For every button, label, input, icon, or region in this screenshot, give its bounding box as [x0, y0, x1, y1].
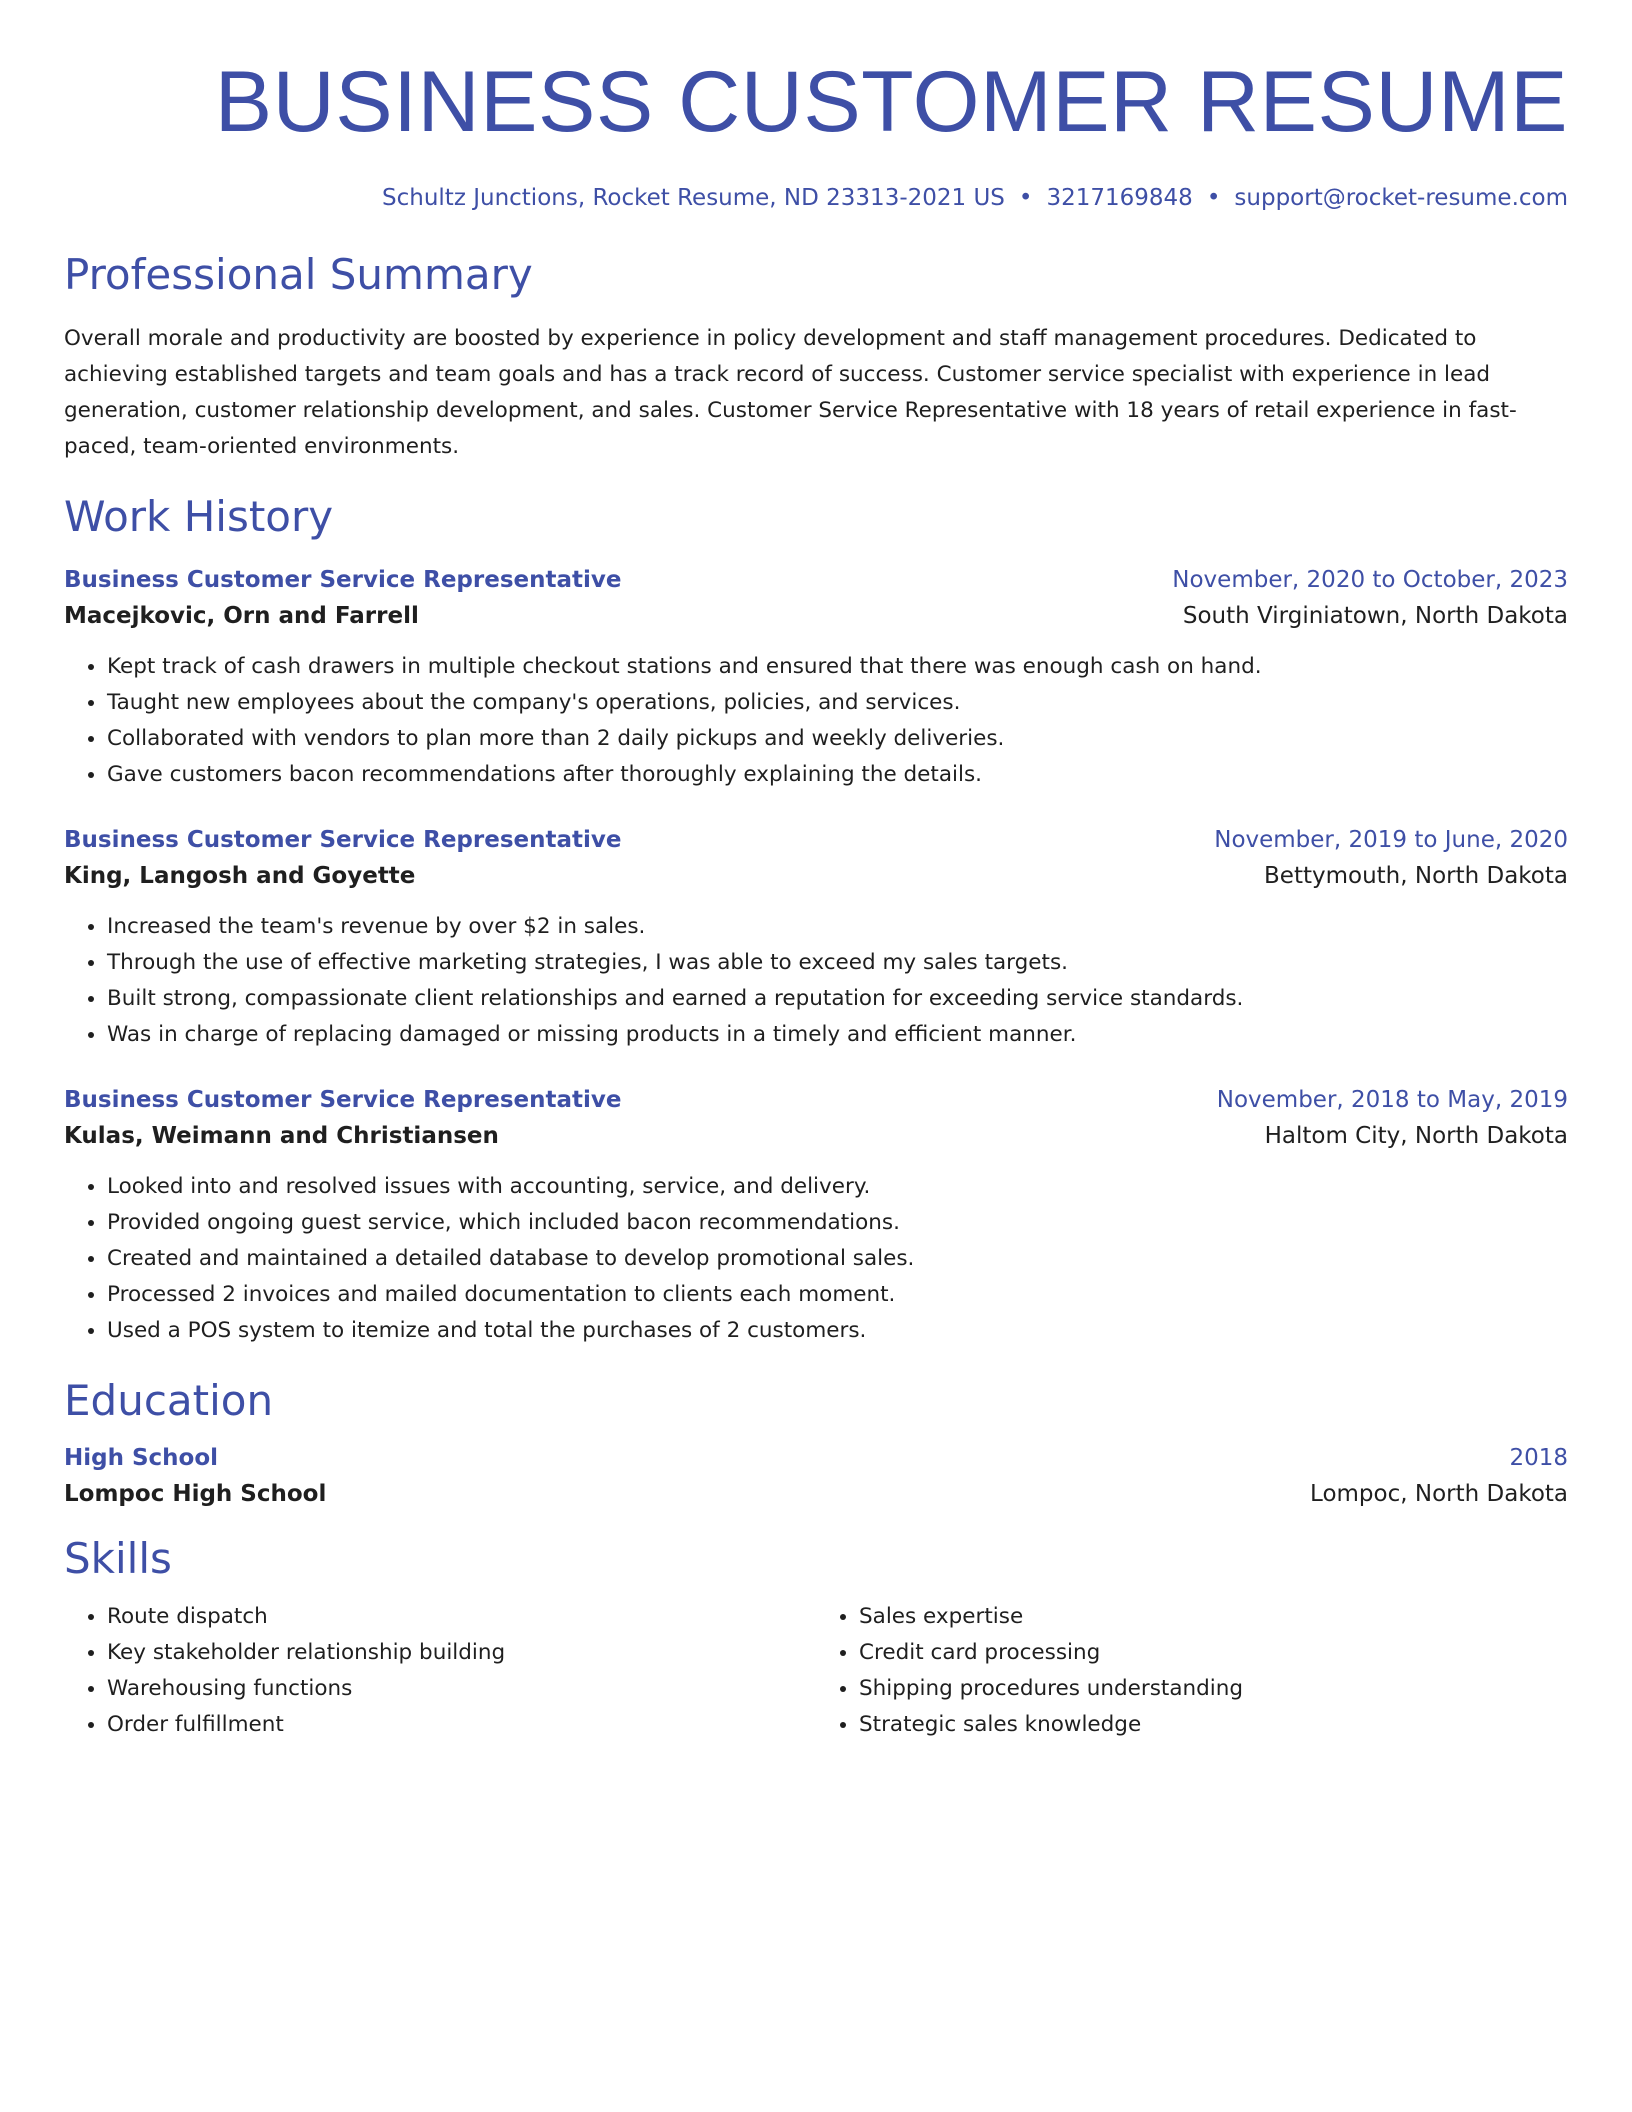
education-year: 2018	[1509, 1445, 1568, 1471]
contact-email: support@rocket-resume.com	[1234, 185, 1568, 211]
education-section	[64, 1375, 1568, 1513]
job-bullet: • Increased the team's revenue by over $2 in sales.	[107, 909, 1568, 945]
education-heading: Education	[64, 1376, 274, 1425]
job-bullets	[64, 909, 1568, 1053]
job-dates: November, 2018 to May, 2019	[1216, 1087, 1568, 1113]
resume-name: BUSINESS CUSTOMER RESUME	[214, 54, 1568, 150]
skills-section	[64, 1533, 1568, 1743]
resume-header	[64, 0, 1568, 213]
skill-item: • Key stakeholder relationship building	[107, 1635, 816, 1671]
skills-column-right	[816, 1599, 1568, 1743]
job-bullet: • Kept track of cash drawers in multiple checkout stations and ensured that there was enough cash on hand.	[107, 649, 1568, 685]
job-title: Business Customer Service Representative	[64, 1087, 622, 1113]
job-dates: November, 2020 to October, 2023	[1172, 567, 1568, 593]
skills-column-left	[64, 1599, 816, 1743]
education-entry	[64, 1441, 1568, 1513]
job-entry	[64, 563, 1568, 793]
work-history-heading: Work History	[64, 492, 334, 541]
contact-separator: •	[1206, 185, 1221, 211]
summary-section	[64, 249, 1568, 465]
job-bullet: • Gave customers bacon recommendations after thoroughly explaining the details.	[107, 757, 1568, 793]
job-bullet: • Provided ongoing guest service, which included bacon recommendations.	[107, 1205, 1568, 1241]
job-dates: November, 2019 to June, 2020	[1214, 827, 1568, 853]
job-bullets	[64, 1169, 1568, 1349]
job-location: Haltom City, North Dakota	[1264, 1123, 1568, 1149]
contact-address: Schultz Junctions, Rocket Resume, ND 23313-2021 US	[382, 185, 1005, 211]
job-title: Business Customer Service Representative	[64, 567, 622, 593]
education-degree: High School	[64, 1445, 219, 1471]
job-company: King, Langosh and Goyette	[64, 863, 416, 889]
job-location: South Virginiatown, North Dakota	[1182, 603, 1568, 629]
job-bullet: • Processed 2 invoices and mailed documentation to clients each moment.	[107, 1277, 1568, 1313]
job-entry	[64, 823, 1568, 1053]
work-history-section	[64, 491, 1568, 1349]
education-school: Lompoc High School	[64, 1481, 327, 1507]
skill-item: • Warehousing functions	[107, 1671, 816, 1707]
job-bullet: • Created and maintained a detailed database to develop promotional sales.	[107, 1241, 1568, 1277]
summary-text: Overall morale and productivity are boosted by experience in policy development and staff management procedures. Dedicated to achieving established targets and team goals and has a track record of success. Customer service specialist with experience in lead generation, customer relationship development, and sales. Customer Service Representative with 18 years of retail experience in fast-paced, team-oriented environments.	[64, 326, 1517, 459]
skill-item: • Credit card processing	[859, 1635, 1568, 1671]
job-bullet: • Collaborated with vendors to plan more than 2 daily pickups and weekly deliveries.	[107, 721, 1568, 757]
contact-phone: 3217169848	[1046, 185, 1193, 211]
skill-item: • Route dispatch	[107, 1599, 816, 1635]
skills-heading: Skills	[64, 1534, 172, 1583]
job-company: Macejkovic, Orn and Farrell	[64, 603, 419, 629]
summary-heading: Professional Summary	[64, 250, 533, 299]
skill-item: • Shipping procedures understanding	[859, 1671, 1568, 1707]
skill-item: • Strategic sales knowledge	[859, 1707, 1568, 1743]
skill-item: • Order fulfillment	[107, 1707, 816, 1743]
contact-separator: •	[1018, 185, 1033, 211]
job-bullet: • Was in charge of replacing damaged or missing products in a timely and efficient manner.	[107, 1017, 1568, 1053]
job-entry	[64, 1083, 1568, 1349]
job-bullet: • Taught new employees about the company's operations, policies, and services.	[107, 685, 1568, 721]
job-company: Kulas, Weimann and Christiansen	[64, 1123, 499, 1149]
education-location: Lompoc, North Dakota	[1310, 1481, 1568, 1507]
skill-item: • Sales expertise	[859, 1599, 1568, 1635]
job-bullet: • Looked into and resolved issues with accounting, service, and delivery.	[107, 1169, 1568, 1205]
contact-line	[64, 183, 1568, 213]
job-bullet: • Built strong, compassionate client relationships and earned a reputation for exceeding service standards.	[107, 981, 1568, 1017]
skills-list	[64, 1599, 1568, 1743]
job-bullet: • Used a POS system to itemize and total the purchases of 2 customers.	[107, 1313, 1568, 1349]
job-location: Bettymouth, North Dakota	[1264, 863, 1568, 889]
job-bullets	[64, 649, 1568, 793]
job-bullet: • Through the use of effective marketing strategies, I was able to exceed my sales targets.	[107, 945, 1568, 981]
job-title: Business Customer Service Representative	[64, 827, 622, 853]
